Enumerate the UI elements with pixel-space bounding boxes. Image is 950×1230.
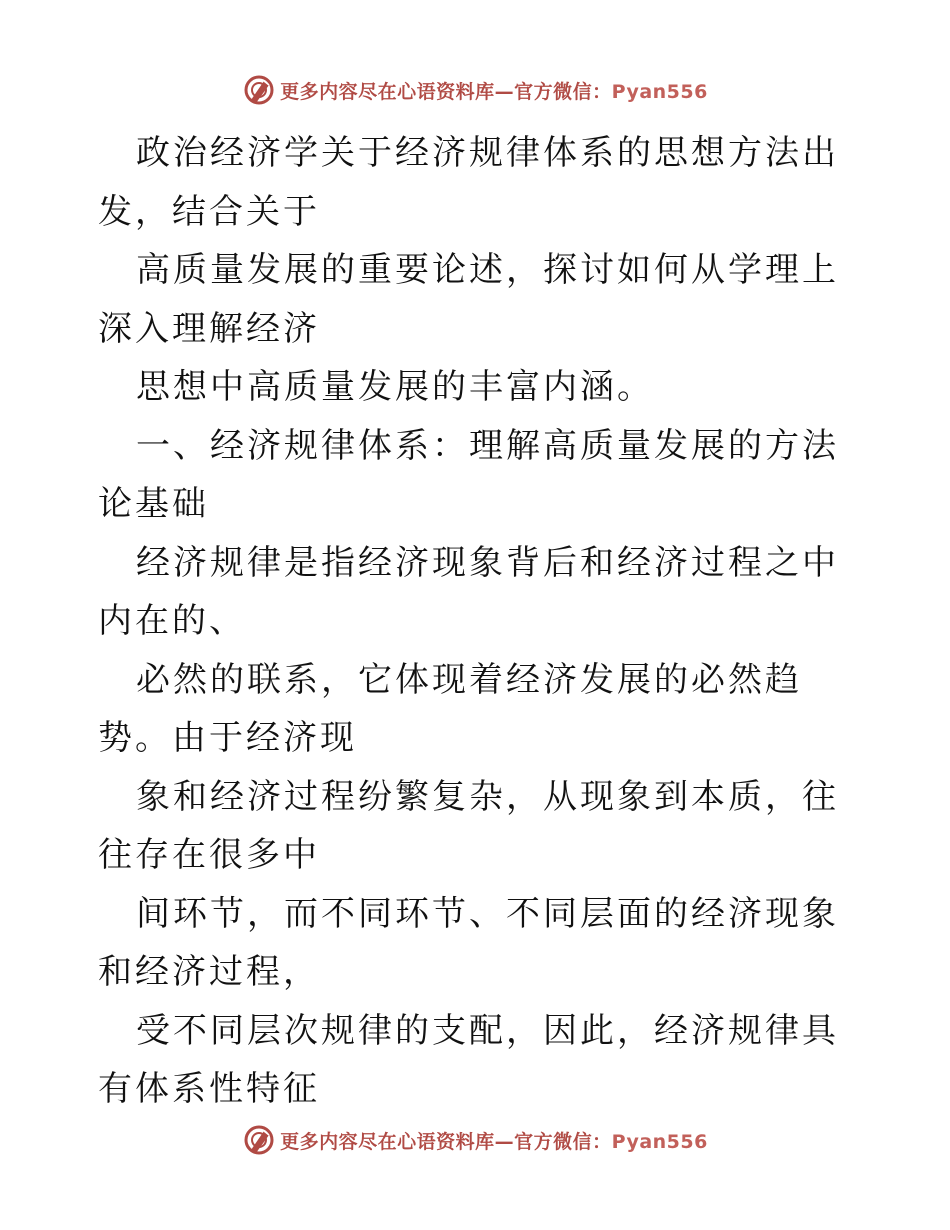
pen-nib-logo-icon xyxy=(242,1123,276,1157)
footer-watermark-text: 更多内容尽在心语资料库—官方微信：Pyan556 xyxy=(280,1130,708,1153)
paragraph: 思想中高质量发展的丰富内涵。 xyxy=(136,367,654,407)
paragraph: 间环节，而不同环节、不同层面的经济现象和经济过程， xyxy=(98,893,839,992)
header-watermark-text: 更多内容尽在心语资料库—官方微信：Pyan556 xyxy=(280,80,708,103)
header-watermark xyxy=(0,70,950,110)
paragraph: 政治经济学关于经济规律体系的思想方法出发，结合关于 xyxy=(98,133,839,232)
pen-nib-logo-icon xyxy=(242,73,276,107)
paragraph: 受不同层次规律的支配，因此，经济规律具有体系性特征 xyxy=(98,1010,839,1109)
paragraph: 经济规律是指经济现象背后和经济过程之中内在的、 xyxy=(98,542,839,641)
section-heading: 一、经济规律体系：理解高质量发展的方法论基础 xyxy=(98,425,839,524)
paragraph: 必然的联系，它体现着经济发展的必然趋势。由于经济现 xyxy=(98,659,802,758)
paragraph: 高质量发展的重要论述，探讨如何从学理上深入理解经济 xyxy=(98,250,839,349)
paragraph: 象和经济过程纷繁复杂，从现象到本质，往往存在很多中 xyxy=(98,776,839,875)
document-body xyxy=(98,124,858,1119)
footer-watermark xyxy=(0,1120,950,1160)
